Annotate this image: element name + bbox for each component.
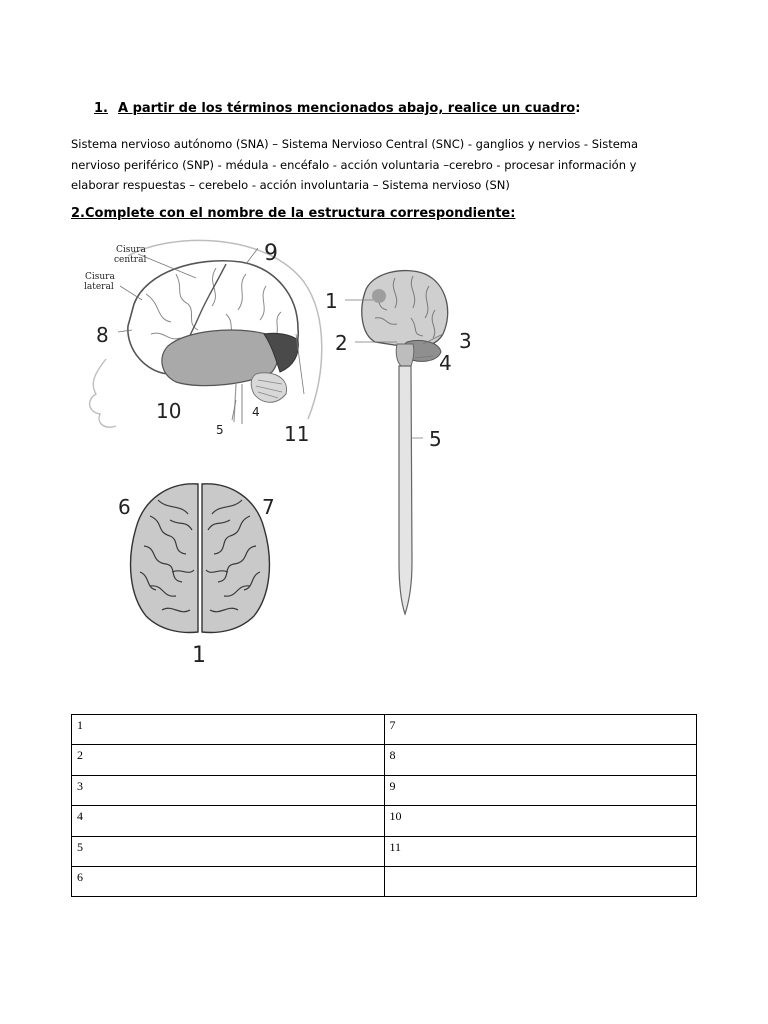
brain-spinal-cord-figure — [315, 262, 485, 622]
table-cell[interactable]: 10 — [384, 806, 697, 836]
top-label-7: 7 — [262, 495, 275, 519]
question-1-colon: : — [575, 101, 581, 116]
right-hemisphere — [202, 484, 269, 633]
terms-paragraph — [71, 134, 696, 196]
terms-line: nervioso periférico (SNP) - médula - encéfalo - acción voluntaria –cerebro - procesar información y — [71, 157, 637, 172]
face-outline — [90, 359, 116, 427]
table-cell[interactable]: 2 — [72, 745, 385, 775]
stem-label-4: 4 — [439, 351, 452, 375]
brain-lateral-figure — [76, 234, 328, 452]
table-cell[interactable] — [384, 866, 697, 896]
top-label-6: 6 — [118, 495, 131, 519]
table-cell[interactable]: 8 — [384, 745, 697, 775]
brain-highlight — [372, 289, 386, 303]
stem-label-1: 1 — [325, 289, 338, 313]
table-row — [72, 715, 697, 745]
question-1-number: 1. — [94, 101, 108, 116]
table-cell[interactable]: 1 — [72, 715, 385, 745]
table-cell[interactable]: 11 — [384, 836, 697, 866]
terms-line: elaborar respuestas – cerebelo - acción involuntaria – Sistema nervioso (SN) — [71, 178, 510, 192]
stem-label-2: 2 — [335, 331, 348, 355]
question-2-heading: 2.Complete con el nombre de la estructura correspondiente: — [71, 206, 516, 221]
label-11: 11 — [284, 422, 310, 446]
terms-line: Sistema nervioso autónomo (SNA) – Sistema Nervioso Central (SNC) - ganglios y nervios - Sistema — [71, 137, 639, 151]
label-cisura-central-1: Cisura — [116, 245, 146, 255]
table-row — [72, 866, 697, 896]
brain-shape — [362, 271, 448, 348]
table-row — [72, 836, 697, 866]
brainstem — [396, 344, 414, 366]
question-1-heading — [94, 101, 580, 116]
label-5: 5 — [216, 423, 224, 437]
answer-table — [71, 714, 697, 897]
table-row — [72, 775, 697, 805]
spinal-cord — [399, 366, 412, 614]
cerebellum-shape — [251, 373, 286, 402]
table-cell[interactable]: 3 — [72, 775, 385, 805]
label-cisura-lateral-2: lateral — [84, 282, 114, 292]
label-8: 8 — [96, 323, 109, 347]
stem-label-5: 5 — [429, 427, 442, 451]
label-4: 4 — [252, 405, 260, 419]
table-cell[interactable]: 5 — [72, 836, 385, 866]
stem-label-3: 3 — [459, 329, 472, 353]
left-hemisphere — [131, 484, 198, 633]
brain-top-figure — [110, 476, 290, 668]
label-9: 9 — [264, 241, 278, 266]
top-label-1: 1 — [192, 643, 206, 668]
table-cell[interactable]: 4 — [72, 806, 385, 836]
label-cisura-central-2: central — [114, 255, 147, 265]
table-cell[interactable]: 6 — [72, 866, 385, 896]
question-1-title: A partir de los términos mencionados abajo, realice un cuadro — [117, 101, 576, 116]
label-10: 10 — [156, 399, 182, 423]
table-cell[interactable]: 7 — [384, 715, 697, 745]
label-cisura-lateral-1: Cisura — [85, 272, 115, 282]
table-cell[interactable]: 9 — [384, 775, 697, 805]
table-row — [72, 806, 697, 836]
table-row — [72, 745, 697, 775]
